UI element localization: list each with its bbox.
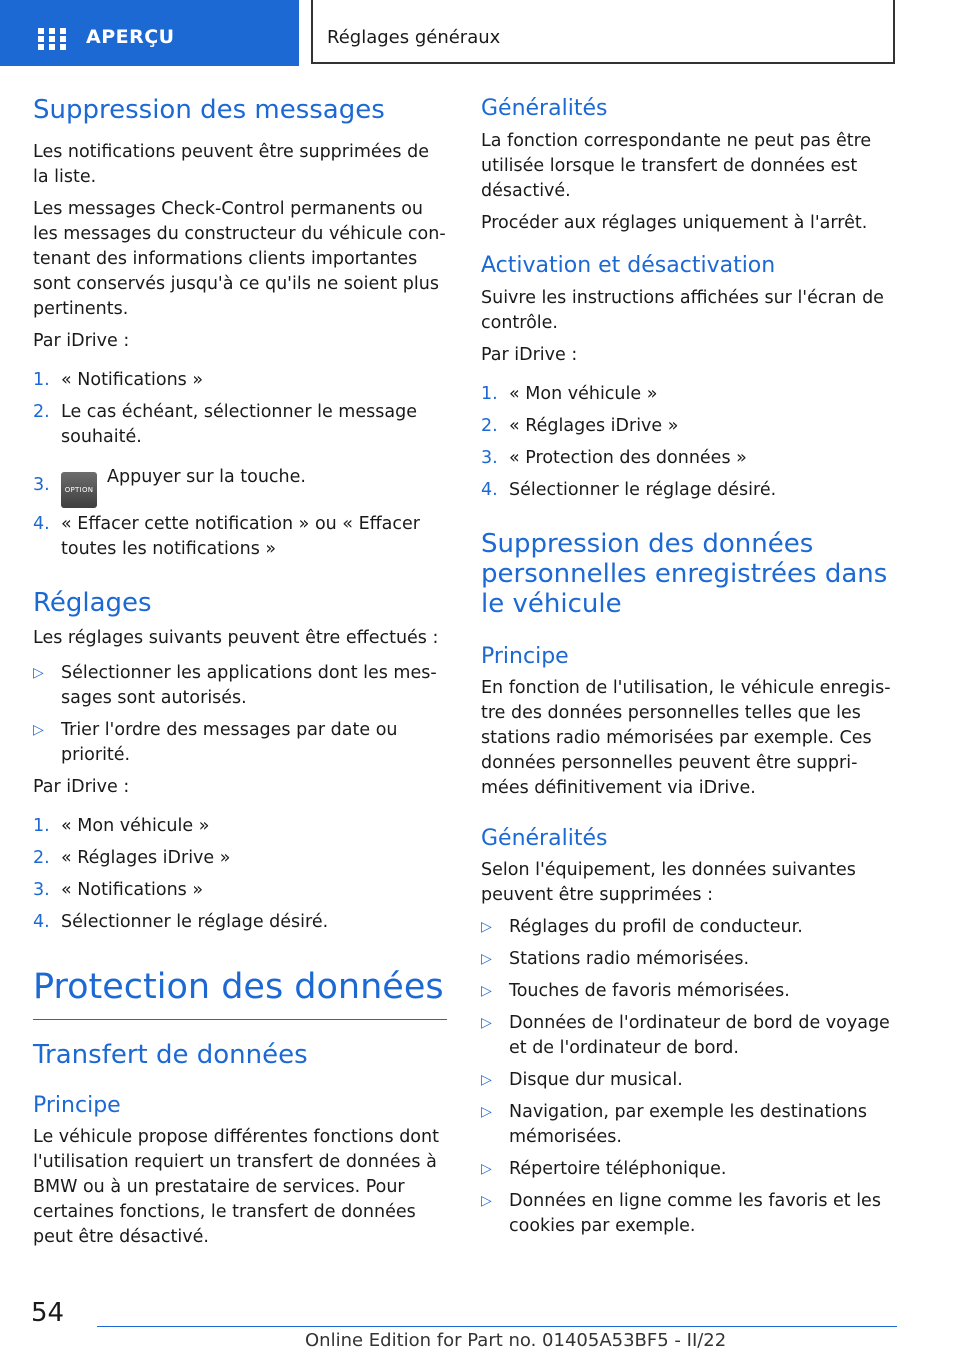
paragraph: Les réglages suivants peuvent être effectués : [33, 628, 439, 648]
triangle-bullet-icon: ▷ [481, 983, 492, 999]
list-item: 4. Sélectionner le réglage désiré. [33, 912, 329, 932]
page-number: 54 [31, 1298, 65, 1328]
triangle-bullet-icon: ▷ [481, 1193, 492, 1209]
list-item: ▷ Données de l'ordinateur de bord de voyage et de l'ordinateur de bord. [481, 1013, 890, 1058]
list-item: 1. « Notifications » [33, 370, 204, 390]
heading-personal-data-deletion: Suppression des données personnelles enregistrées dans le véhicule [481, 529, 888, 619]
right-column [481, 95, 895, 1239]
steps-list [481, 382, 895, 503]
heading-principle: Principe [33, 1093, 121, 1118]
paragraph: Procéder aux réglages uniquement à l'arrêt. [481, 213, 868, 233]
heading-general: Généralités [481, 96, 608, 121]
list-item: ▷ Trier l'ordre des messages par date ou priorité. [33, 720, 398, 765]
paragraph: En fonction de l'utilisation, le véhicule enregis‐tre des données personnelles telles que les stations radio mémorisées par exemple. Ces données personnelles peuvent être suppri‐mées définitivement via iDrive. [481, 678, 891, 798]
top-bar [0, 0, 960, 66]
steps-list [33, 814, 447, 935]
heading-activation: Activation et désactivation [481, 253, 776, 278]
triangle-bullet-icon: ▷ [481, 951, 492, 967]
list-item: ▷ Stations radio mémorisées. [481, 947, 895, 972]
triangle-bullet-icon: ▷ [33, 665, 44, 681]
list-item: 2. « Réglages iDrive » [33, 848, 231, 868]
steps-list [33, 368, 447, 562]
paragraph: Les messages Check-Control permanents ou les messages du constructeur du véhicule con‐tenant des informations clients importantes sont conservés jusqu'à ce qu'ils ne soient plus pertinents. [33, 199, 446, 319]
list-item: 3. OPTIONAppuyer sur la touche. [33, 465, 447, 508]
heading-principle: Principe [481, 644, 569, 669]
triangle-bullet-icon: ▷ [481, 1015, 492, 1031]
list-item: 1. « Mon véhicule » [33, 816, 210, 836]
paragraph: La fonction correspondante ne peut pas être utilisée lorsque le transfert de données est désactivé. [481, 131, 872, 201]
list-item: ▷ Sélectionner les applications dont les mes‐sages sont autorisés. [33, 663, 437, 708]
list-item: 3. « Protection des données » [481, 448, 747, 468]
triangle-bullet-icon: ▷ [481, 919, 492, 935]
paragraph: Par iDrive : [33, 331, 130, 351]
list-item: 1. « Mon véhicule » [481, 384, 658, 404]
triangle-bullet-icon: ▷ [481, 1104, 492, 1120]
heading-data-transfer: Transfert de données [33, 1040, 308, 1070]
section-title: Réglages généraux [327, 27, 501, 48]
section-divider [33, 1019, 447, 1020]
heading-general: Généralités [481, 826, 608, 851]
heading-settings: Réglages [33, 588, 152, 618]
overview-tab[interactable] [0, 0, 299, 66]
list-item: ▷ Navigation, par exemple les destinations mémorisées. [481, 1102, 867, 1147]
bullet-list [481, 915, 895, 1239]
triangle-bullet-icon: ▷ [481, 1072, 492, 1088]
paragraph: Selon l'équipement, les données suivantes peuvent être supprimées : [481, 860, 856, 905]
paragraph: Les notifications peuvent être supprimées de la liste. [33, 142, 429, 187]
list-item: ▷ Réglages du profil de conducteur. [481, 915, 895, 940]
list-item: ▷ Données en ligne comme les favoris et les cookies par exemple. [481, 1191, 881, 1236]
list-item: 3. « Notifications » [33, 880, 204, 900]
list-item: 2. « Réglages iDrive » [481, 416, 679, 436]
option-button-icon: OPTION [61, 472, 97, 508]
edition-text: Online Edition for Part no. 01405A53BF5 - II/22 [305, 1330, 727, 1351]
list-item: ▷ Disque dur musical. [481, 1068, 895, 1093]
list-item: 2. Le cas échéant, sélectionner le message souhaité. [33, 402, 417, 447]
left-column [33, 95, 447, 1250]
triangle-bullet-icon: ▷ [33, 722, 44, 738]
heading-data-protection: Protection des données [33, 967, 444, 1007]
list-item: ▷ Répertoire téléphonique. [481, 1157, 895, 1182]
paragraph: Suivre les instructions affichées sur l'écran de contrôle. [481, 288, 884, 333]
triangle-bullet-icon: ▷ [481, 1161, 492, 1177]
list-item: 4. Sélectionner le réglage désiré. [481, 480, 777, 500]
list-item: 4. « Effacer cette notification » ou « Effacer toutes les notifications » [33, 514, 420, 559]
heading-message-deletion: Suppression des messages [33, 95, 385, 125]
footer-divider [97, 1326, 897, 1327]
list-item: ▷ Touches de favoris mémorisées. [481, 979, 895, 1004]
paragraph: Par iDrive : [33, 777, 130, 797]
section-header [311, 0, 895, 64]
grid-menu-icon [38, 28, 66, 50]
paragraph: Par iDrive : [481, 345, 578, 365]
paragraph: Le véhicule propose différentes fonctions dont l'utilisation requiert un transfert de données à BMW ou à un prestataire de services. Pour certaines fonctions, le transfert de données peut être désactivé. [33, 1127, 439, 1247]
overview-tab-label: APERÇU [86, 26, 175, 48]
bullet-list [33, 661, 447, 768]
